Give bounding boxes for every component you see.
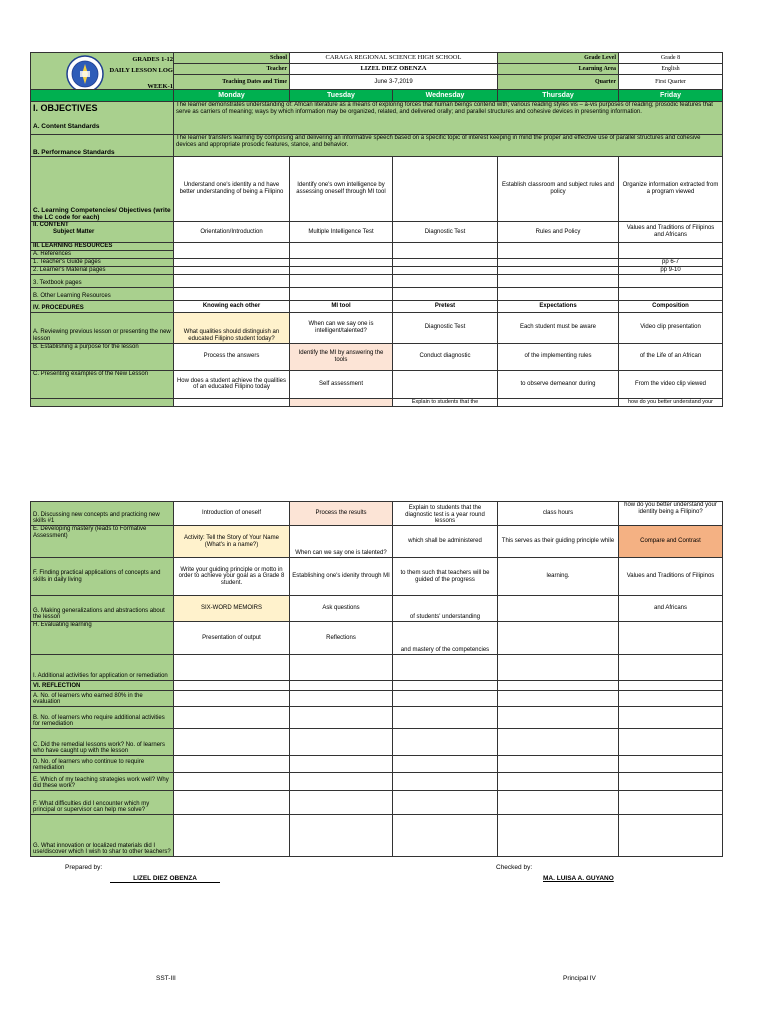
day-thursday: Thursday [498,90,619,102]
grade-level-label: Grade Level [498,53,619,64]
review-monday: What qualities should distinguish an educated Filipino student today? [174,312,290,343]
evaluating-learning-label: H. Evaluating learning [31,622,174,655]
teacher-name: LIZEL DIEZ OBENZA [290,64,498,75]
examples-tuesday: Self assessment [290,370,393,398]
school-label: School [174,53,290,64]
purpose-thursday: of the implementing rules [498,343,619,370]
developing-mastery-label: E. Developing mastery (leads to Formative Assessment) [31,526,174,558]
dll-table-top [30,52,723,407]
mastery-wednesday: which shall be administered [393,526,498,558]
content-cell [31,222,174,243]
subject-matter-label: Subject Matter [53,228,95,235]
mastery-monday: Activity: Tell the Story of Your Name (What's in a name?) [174,526,290,558]
reflection-a-label: A. No. of learners who earned 80% in the evaluation [31,691,174,707]
procedure-wednesday: Pretest [393,300,498,312]
prepared-by-title: SST-III [156,975,176,982]
content-standards-label: A. Content Standards [33,122,100,130]
examples-monday: How does a student achieve the qualities of an educated Filipino today [174,370,290,398]
mastery-tuesday: When can we say one is talented? [290,526,393,558]
objectives-heading: I. OBJECTIVES [33,103,98,113]
content-tuesday: Multiple Intelligence Test [290,222,393,243]
references-label: A. References [31,251,174,259]
practical-applications-label: F. Finding practical applications of concepts and skills in daily living [31,558,174,596]
day-monday: Monday [174,90,290,102]
discuss-monday: Introduction of oneself [174,502,290,526]
presenting-examples-label: C. Presenting examples of the New Lesson [31,370,174,398]
review-thursday: Each student must be aware [498,312,619,343]
day-friday: Friday [619,90,723,102]
reflection-b-label: B. No. of learners who require additional activities for remediation [31,707,174,729]
content-monday: Orientation/Introduction [174,222,290,243]
content-label: II. CONTENT [33,222,69,228]
discussing-concepts-label: D. Discussing new concepts and practicing new skills #1 [31,502,174,526]
reflection-label: VI. REFLECTION [31,681,174,691]
generalize-tuesday: Ask questions [290,596,393,622]
performance-standards-label: B. Performance Standards [31,135,174,157]
competency-friday: Organize information extracted from a program viewed [619,157,723,222]
content-wednesday: Diagnostic Test [393,222,498,243]
logo-cell [31,53,174,90]
cut-wednesday: Explain to students that the [393,398,498,406]
learning-area-value: English [619,64,723,75]
quarter-label: Quarter [498,75,619,90]
textbook-label: 3. Textbook pages [31,274,174,287]
examples-thursday: to observe demeanor during [498,370,619,398]
applications-thursday: learning. [498,558,619,596]
purpose-friday: of the Life of an African [619,343,723,370]
reflection-f-label: F. What difficulties did I encounter which my principal or supervisor can help me solve? [31,791,174,815]
other-resources-label: B. Other Learning Resources [31,287,174,300]
generalize-friday: and Africans [619,596,723,622]
procedure-tuesday: MI tool [290,300,393,312]
establish-purpose-label: B. Establishing a purpose for the lesson [31,343,174,370]
discuss-tuesday: Process the results [290,502,393,526]
prepared-by-label: Prepared by: [65,864,103,871]
teacher-label: Teacher [174,64,290,75]
review-friday: Video clip presentation [619,312,723,343]
generalizations-label: G. Making generalizations and abstractions about the lesson [31,596,174,622]
mastery-thursday: This serves as their guiding principle while [498,526,619,558]
competencies-label: C. Learning Competencies/ Objectives (write the LC code for each) [31,157,174,222]
competency-tuesday: Identify one's own intelligence by assessing oneself through MI tool [290,157,393,222]
competency-monday: Understand one's identity a nd have better understanding of being a Filipino [174,157,290,222]
prepared-by-name: LIZEL DIEZ OBENZA [110,875,220,883]
performance-standards-text: The learner transfers learning by composing and delivering an informative speech based on a specific topic of interest keeping in mind the proper and effective use of parallel structures and cohesive devices and appropriate prosodic features, stance, and behavior. [174,135,723,157]
procedure-friday: Composition [619,300,723,312]
teachers-guide-label: 1. Teacher's Guide pages [31,258,174,266]
reflection-e-label: E. Which of my teaching strategies work well? Why did these work? [31,773,174,791]
dates-value: June 3-7,2019 [290,75,498,90]
objectives-cell [31,102,174,135]
discuss-thursday: class hours [498,502,619,526]
applications-tuesday: Establishing one's idenity through MI [290,558,393,596]
discuss-wednesday: Explain to students that the diagnostic test is a year round lessons [393,502,498,526]
checked-by-name: MA. LUISA A. GUYANO [543,875,614,882]
review-tuesday: When can we say one is intelligent/talented? [290,312,393,343]
content-friday: Values and Traditions of Filipinos and Africans [619,222,723,243]
discuss-friday: how do you better understand your identity being a Filipino? [619,502,723,526]
learning-resources-label: III. LEARNING RESOURCES [31,243,174,251]
learning-area-label: Learning Area [498,64,619,75]
school-name: CARAGA REGIONAL SCIENCE HIGH SCHOOL [290,53,498,64]
examples-friday: From the video clip viewed [619,370,723,398]
dll-table-bottom [30,501,723,857]
learners-material-label: 2. Learner's Material pages [31,266,174,274]
competency-thursday: Establish classroom and subject rules and policy [498,157,619,222]
procedure-thursday: Expectations [498,300,619,312]
purpose-wednesday: Conduct diagnostic [393,343,498,370]
reflection-c-label: C. Did the remedial lessons work? No. of learners who have caught up with the lesson [31,729,174,756]
mastery-friday: Compare and Contrast [619,526,723,558]
reflection-d-label: D. No. of learners who continue to require remediation [31,756,174,773]
review-lesson-label: A. Reviewing previous lesson or presenting the new lesson [31,312,174,343]
applications-monday: Write your guiding principle or motto in order to achieve your goal as a Grade 8 student. [174,558,290,596]
purpose-monday: Process the answers [174,343,290,370]
purpose-tuesday: Identify the MI by answering the tools [290,343,393,370]
day-wednesday: Wednesday [393,90,498,102]
week-label: WEEK-1 [147,83,173,90]
checked-by-title: Principal IV [563,975,596,982]
procedures-label: IV. PROCEDURES [31,300,174,312]
generalize-wednesday: of students' understanding [393,596,498,622]
cut-friday: how do you better understand your [619,398,723,406]
evaluate-thursday [498,622,619,655]
applications-wednesday: to them such that teachers will be guided of the progress [393,558,498,596]
day-tuesday: Tuesday [290,90,393,102]
content-thursday: Rules and Policy [498,222,619,243]
applications-friday: Values and Traditions of Filipinos [619,558,723,596]
generalize-thursday [498,596,619,622]
learners-material-friday: pp 9-10 [619,266,723,274]
grade-level-value: Grade 8 [619,53,723,64]
teachers-guide-friday: pp 6-7 [619,258,723,266]
reflection-g-label: G. What innovation or localized materials did I use/discover which I wish to shar to other teachers? [31,815,174,857]
additional-activities-label: I. Additional activities for application or remediation [31,655,174,681]
evaluate-friday [619,622,723,655]
checked-by-label: Checked by: [496,864,533,871]
quarter-value: First Quarter [619,75,723,90]
grades-label: GRADES 1-12 [132,56,173,63]
dates-label: Teaching Dates and Time [174,75,290,90]
procedure-monday: Knowing each other [174,300,290,312]
generalize-monday: SIX-WORD MEMOIRS [174,596,290,622]
competency-wednesday [393,157,498,222]
evaluate-monday: Presentation of output [174,622,290,655]
evaluate-wednesday: and mastery of the competencies [393,622,498,655]
dll-title: DAILY LESSON LOG [109,67,173,74]
review-wednesday: Diagnostic Test [393,312,498,343]
corner-cell [31,90,174,102]
evaluate-tuesday: Reflections [290,622,393,655]
content-standards-text: The learner demonstrates understanding of: African literature as a means of exploring forces that human beings contend with; various reading styles vis – à-vis purposes of reading; prosodic features that serve as carriers of meaning; ways by which information may be organized, related, and delivered orally; and parallel structures and cohesive devices in presenting information. [174,102,723,135]
examples-wednesday [393,370,498,398]
